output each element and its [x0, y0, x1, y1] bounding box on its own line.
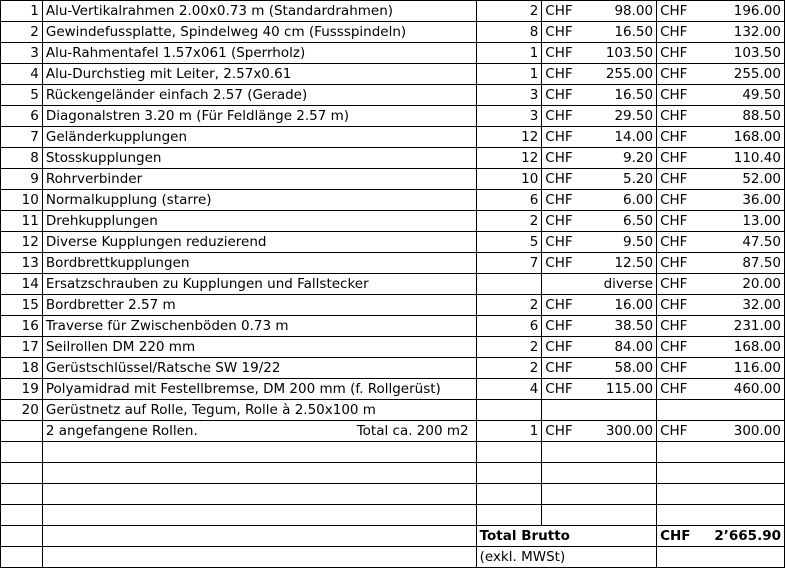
row-number[interactable]: 9: [1, 169, 43, 190]
item-description[interactable]: [42, 169, 476, 190]
table-row: [1, 127, 785, 148]
item-description[interactable]: [42, 211, 476, 232]
empty-cell[interactable]: [657, 462, 699, 483]
unit-price[interactable]: 16.00: [584, 295, 657, 316]
table-row: [1, 85, 785, 106]
unit-price-currency[interactable]: CHF: [542, 148, 584, 169]
row-number[interactable]: 19: [1, 379, 43, 400]
table-row: [1, 190, 785, 211]
unit-price-currency[interactable]: [542, 274, 584, 295]
empty-cell[interactable]: [42, 525, 476, 546]
unit-price-currency[interactable]: CHF: [542, 358, 584, 379]
unit-price-currency[interactable]: CHF: [542, 211, 584, 232]
item-quantity[interactable]: 12: [476, 148, 542, 169]
line-total[interactable]: 49.50: [699, 85, 785, 106]
line-total[interactable]: 87.50: [699, 253, 785, 274]
table-row: [1, 169, 785, 190]
empty-cell[interactable]: [1, 462, 43, 483]
empty-cell[interactable]: [542, 483, 584, 504]
item-quantity[interactable]: 1: [476, 64, 542, 85]
line-total-currency[interactable]: CHF: [657, 43, 699, 64]
line-total[interactable]: 460.00: [699, 379, 785, 400]
item-quantity[interactable]: 2: [476, 358, 542, 379]
unit-price[interactable]: 300.00: [584, 421, 657, 442]
unit-price[interactable]: 38.50: [584, 316, 657, 337]
line-total-currency[interactable]: CHF: [657, 253, 699, 274]
unit-price[interactable]: 9.20: [584, 148, 657, 169]
unit-price[interactable]: 9.50: [584, 232, 657, 253]
table-row: [1, 22, 785, 43]
item-description[interactable]: [42, 1, 476, 22]
line-total-currency[interactable]: CHF: [657, 190, 699, 211]
line-total[interactable]: [699, 400, 785, 421]
unit-price[interactable]: diverse: [584, 274, 657, 295]
line-total[interactable]: 116.00: [699, 358, 785, 379]
row-number[interactable]: 13: [1, 253, 43, 274]
unit-price-currency[interactable]: CHF: [542, 22, 584, 43]
line-total-currency[interactable]: CHF: [657, 148, 699, 169]
row-number[interactable]: 16: [1, 316, 43, 337]
table-row: [1, 148, 785, 169]
table-row: [1, 295, 785, 316]
item-description-text: Gerüstschlüssel/Ratsche SW 19/22: [45, 360, 281, 376]
item-description[interactable]: [42, 337, 476, 358]
line-total-currency[interactable]: CHF: [657, 211, 699, 232]
line-total[interactable]: 52.00: [699, 169, 785, 190]
unit-price[interactable]: 6.50: [584, 211, 657, 232]
line-total[interactable]: 47.50: [699, 232, 785, 253]
item-description-text: Alu-Durchstieg mit Leiter, 2.57x0.61: [45, 66, 292, 82]
unit-price[interactable]: 103.50: [584, 43, 657, 64]
empty-cell[interactable]: [584, 504, 657, 525]
unit-price-currency[interactable]: CHF: [542, 253, 584, 274]
row-number[interactable]: 4: [1, 64, 43, 85]
table-row: [1, 400, 785, 421]
unit-price-currency[interactable]: CHF: [542, 190, 584, 211]
unit-price-currency[interactable]: CHF: [542, 379, 584, 400]
item-quantity[interactable]: 3: [476, 106, 542, 127]
empty-row: [1, 462, 785, 483]
unit-price[interactable]: 16.50: [584, 22, 657, 43]
total-row: [1, 525, 785, 546]
item-description-text: Polyamidrad mit Festellbremse, DM 200 mm (f. Rollgerüst): [45, 381, 441, 397]
line-total-currency[interactable]: CHF: [657, 22, 699, 43]
unit-price-currency[interactable]: CHF: [542, 43, 584, 64]
line-total[interactable]: 13.00: [699, 211, 785, 232]
item-quantity[interactable]: 3: [476, 85, 542, 106]
line-total-currency[interactable]: CHF: [657, 316, 699, 337]
item-description[interactable]: [42, 421, 476, 442]
unit-price-currency[interactable]: CHF: [542, 337, 584, 358]
item-quantity[interactable]: 7: [476, 253, 542, 274]
unit-price[interactable]: 98.00: [584, 1, 657, 22]
row-number[interactable]: 15: [1, 295, 43, 316]
item-description[interactable]: [42, 379, 476, 400]
line-total-currency[interactable]: CHF: [657, 421, 699, 442]
row-number[interactable]: 10: [1, 190, 43, 211]
row-number[interactable]: 8: [1, 148, 43, 169]
empty-cell[interactable]: [699, 483, 785, 504]
line-total[interactable]: 255.00: [699, 64, 785, 85]
line-total[interactable]: 196.00: [699, 1, 785, 22]
table-row: [1, 337, 785, 358]
empty-cell[interactable]: [1, 546, 43, 567]
table-row: [1, 1, 785, 22]
line-total-currency[interactable]: CHF: [657, 295, 699, 316]
line-total-currency[interactable]: CHF: [657, 127, 699, 148]
item-description[interactable]: [42, 148, 476, 169]
line-total[interactable]: 132.00: [699, 22, 785, 43]
empty-row: [1, 442, 785, 463]
empty-cell[interactable]: [657, 483, 699, 504]
item-description[interactable]: [42, 127, 476, 148]
line-total[interactable]: 168.00: [699, 127, 785, 148]
unit-price-currency[interactable]: CHF: [542, 232, 584, 253]
empty-cell[interactable]: [657, 504, 699, 525]
item-description-text: Normalkupplung (starre): [45, 192, 212, 208]
row-number[interactable]: 14: [1, 274, 43, 295]
table-row: [1, 358, 785, 379]
item-description-text: Geländerkupplungen: [45, 129, 188, 145]
line-total[interactable]: 110.40: [699, 148, 785, 169]
unit-price[interactable]: 84.00: [584, 337, 657, 358]
line-total-currency[interactable]: CHF: [657, 1, 699, 22]
item-description-text: Ersatzschrauben zu Kupplungen und Fallstecker: [45, 276, 369, 292]
empty-cell[interactable]: [584, 462, 657, 483]
table-row: [1, 106, 785, 127]
empty-cell[interactable]: [42, 462, 476, 483]
item-description[interactable]: [42, 85, 476, 106]
item-quantity[interactable]: [476, 400, 542, 421]
total-value[interactable]: 2’665.90: [699, 525, 785, 546]
item-note: Total ca. 200 m2: [356, 423, 469, 439]
empty-cell[interactable]: [1, 483, 43, 504]
table-row: [1, 43, 785, 64]
line-total-currency[interactable]: CHF: [657, 64, 699, 85]
empty-cell[interactable]: [476, 483, 542, 504]
item-description-text: Gewindefussplatte, Spindelweg 40 cm (Fussspindeln): [45, 24, 407, 40]
empty-cell[interactable]: [699, 504, 785, 525]
item-description-text: Bordbretter 2.57 m: [45, 297, 176, 313]
item-quantity[interactable]: [476, 274, 542, 295]
item-description[interactable]: [42, 400, 476, 421]
empty-cell[interactable]: [699, 462, 785, 483]
item-quantity[interactable]: 2: [476, 1, 542, 22]
line-total-currency[interactable]: CHF: [657, 232, 699, 253]
row-number[interactable]: [1, 421, 43, 442]
table-row: [1, 253, 785, 274]
item-description-text: Traverse für Zwischenböden 0.73 m: [45, 318, 289, 334]
item-quantity[interactable]: 2: [476, 337, 542, 358]
unit-price[interactable]: 16.50: [584, 85, 657, 106]
empty-cell[interactable]: [1, 504, 43, 525]
row-number[interactable]: 12: [1, 232, 43, 253]
unit-price-currency[interactable]: CHF: [542, 106, 584, 127]
item-description-text: Rückengeländer einfach 2.57 (Gerade): [45, 87, 308, 103]
unit-price-currency[interactable]: CHF: [542, 64, 584, 85]
item-description[interactable]: [42, 316, 476, 337]
item-description[interactable]: [42, 64, 476, 85]
vat-note[interactable]: (exkl. MWSt): [476, 546, 656, 567]
unit-price-currency[interactable]: CHF: [542, 169, 584, 190]
line-total[interactable]: 103.50: [699, 43, 785, 64]
item-quantity[interactable]: 12: [476, 127, 542, 148]
table-row: [1, 316, 785, 337]
line-total-currency[interactable]: CHF: [657, 169, 699, 190]
item-quantity[interactable]: 1: [476, 421, 542, 442]
line-total-currency[interactable]: CHF: [657, 358, 699, 379]
unit-price[interactable]: 5.20: [584, 169, 657, 190]
item-description-text: Alu-Vertikalrahmen 2.00x0.73 m (Standardrahmen): [45, 3, 394, 19]
unit-price-currency[interactable]: CHF: [542, 295, 584, 316]
row-number[interactable]: 2: [1, 22, 43, 43]
unit-price-currency[interactable]: CHF: [542, 316, 584, 337]
item-quantity[interactable]: 6: [476, 316, 542, 337]
line-total[interactable]: 36.00: [699, 190, 785, 211]
item-description[interactable]: [42, 253, 476, 274]
row-number[interactable]: 6: [1, 106, 43, 127]
table-row: [1, 379, 785, 400]
line-total-currency[interactable]: CHF: [657, 106, 699, 127]
unit-price-currency[interactable]: CHF: [542, 85, 584, 106]
unit-price[interactable]: [584, 400, 657, 421]
row-number[interactable]: 18: [1, 358, 43, 379]
item-description-text: Diagonalstren 3.20 m (Für Feldlänge 2.57 m): [45, 108, 350, 124]
item-quantity[interactable]: 8: [476, 22, 542, 43]
item-description[interactable]: [42, 106, 476, 127]
empty-cell[interactable]: [657, 546, 785, 567]
table-row: [1, 421, 785, 442]
unit-price[interactable]: 29.50: [584, 106, 657, 127]
item-description[interactable]: [42, 190, 476, 211]
empty-cell[interactable]: [476, 504, 542, 525]
line-total-currency[interactable]: CHF: [657, 337, 699, 358]
line-total-currency[interactable]: CHF: [657, 379, 699, 400]
unit-price-currency[interactable]: [542, 400, 584, 421]
table-body: [1, 1, 785, 568]
row-number[interactable]: 17: [1, 337, 43, 358]
item-description-text: Drehkupplungen: [45, 213, 158, 229]
item-quantity[interactable]: 10: [476, 169, 542, 190]
line-total[interactable]: 168.00: [699, 337, 785, 358]
item-description-text: Gerüstnetz auf Rolle, Tegum, Rolle à 2.50x100 m: [45, 402, 376, 418]
line-total[interactable]: 20.00: [699, 274, 785, 295]
item-description[interactable]: [42, 232, 476, 253]
line-total-currency[interactable]: [657, 400, 699, 421]
row-number[interactable]: 3: [1, 43, 43, 64]
empty-cell[interactable]: [699, 442, 785, 463]
empty-cell[interactable]: [1, 525, 43, 546]
item-description-text: Alu-Rahmentafel 1.57x061 (Sperrholz): [45, 45, 306, 61]
empty-cell[interactable]: [584, 483, 657, 504]
empty-cell[interactable]: [42, 504, 476, 525]
unit-price-currency[interactable]: CHF: [542, 127, 584, 148]
unit-price-currency[interactable]: CHF: [542, 1, 584, 22]
item-description[interactable]: [42, 22, 476, 43]
empty-cell[interactable]: [542, 504, 584, 525]
row-number[interactable]: 11: [1, 211, 43, 232]
item-description-text: Bordbrettkupplungen: [45, 255, 190, 271]
empty-cell[interactable]: [42, 483, 476, 504]
empty-cell[interactable]: [657, 442, 699, 463]
item-quantity[interactable]: 2: [476, 295, 542, 316]
line-total-currency[interactable]: CHF: [657, 85, 699, 106]
item-description-text: Diverse Kupplungen reduzierend: [45, 234, 267, 250]
empty-cell[interactable]: [42, 442, 476, 463]
unit-price[interactable]: 255.00: [584, 64, 657, 85]
empty-row: [1, 483, 785, 504]
unit-price-currency[interactable]: CHF: [542, 421, 584, 442]
line-total[interactable]: 300.00: [699, 421, 785, 442]
item-description-text: Seilrollen DM 220 mm: [45, 339, 196, 355]
item-description-text: Stosskupplungen: [45, 150, 162, 166]
total-currency[interactable]: CHF: [657, 525, 699, 546]
item-description[interactable]: [42, 295, 476, 316]
unit-price[interactable]: 12.50: [584, 253, 657, 274]
line-total[interactable]: 32.00: [699, 295, 785, 316]
item-quantity[interactable]: 1: [476, 43, 542, 64]
item-description-text: 2 angefangene Rollen.: [45, 423, 198, 439]
unit-price[interactable]: 58.00: [584, 358, 657, 379]
empty-row: [1, 504, 785, 525]
empty-cell[interactable]: [42, 546, 476, 567]
line-total[interactable]: 88.50: [699, 106, 785, 127]
unit-price[interactable]: 14.00: [584, 127, 657, 148]
item-quantity[interactable]: 2: [476, 211, 542, 232]
empty-cell[interactable]: [476, 442, 542, 463]
item-description[interactable]: [42, 358, 476, 379]
empty-cell[interactable]: [542, 442, 584, 463]
empty-cell[interactable]: [476, 462, 542, 483]
table-row: [1, 211, 785, 232]
row-number[interactable]: 5: [1, 85, 43, 106]
empty-cell[interactable]: [584, 442, 657, 463]
total-label[interactable]: Total Brutto: [476, 525, 656, 546]
row-number[interactable]: 7: [1, 127, 43, 148]
line-total-currency[interactable]: CHF: [657, 274, 699, 295]
table-row: [1, 232, 785, 253]
vat-row: [1, 546, 785, 567]
item-quantity[interactable]: 6: [476, 190, 542, 211]
item-description[interactable]: [42, 274, 476, 295]
empty-cell[interactable]: [1, 442, 43, 463]
row-number[interactable]: 1: [1, 1, 43, 22]
table-row: [1, 274, 785, 295]
item-description-text: Rohrverbinder: [45, 171, 143, 187]
line-total[interactable]: 231.00: [699, 316, 785, 337]
table-row: [1, 64, 785, 85]
item-quantity[interactable]: 4: [476, 379, 542, 400]
empty-cell[interactable]: [542, 462, 584, 483]
item-quantity[interactable]: 5: [476, 232, 542, 253]
unit-price[interactable]: 115.00: [584, 379, 657, 400]
row-number[interactable]: 20: [1, 400, 43, 421]
unit-price[interactable]: 6.00: [584, 190, 657, 211]
item-description[interactable]: [42, 43, 476, 64]
